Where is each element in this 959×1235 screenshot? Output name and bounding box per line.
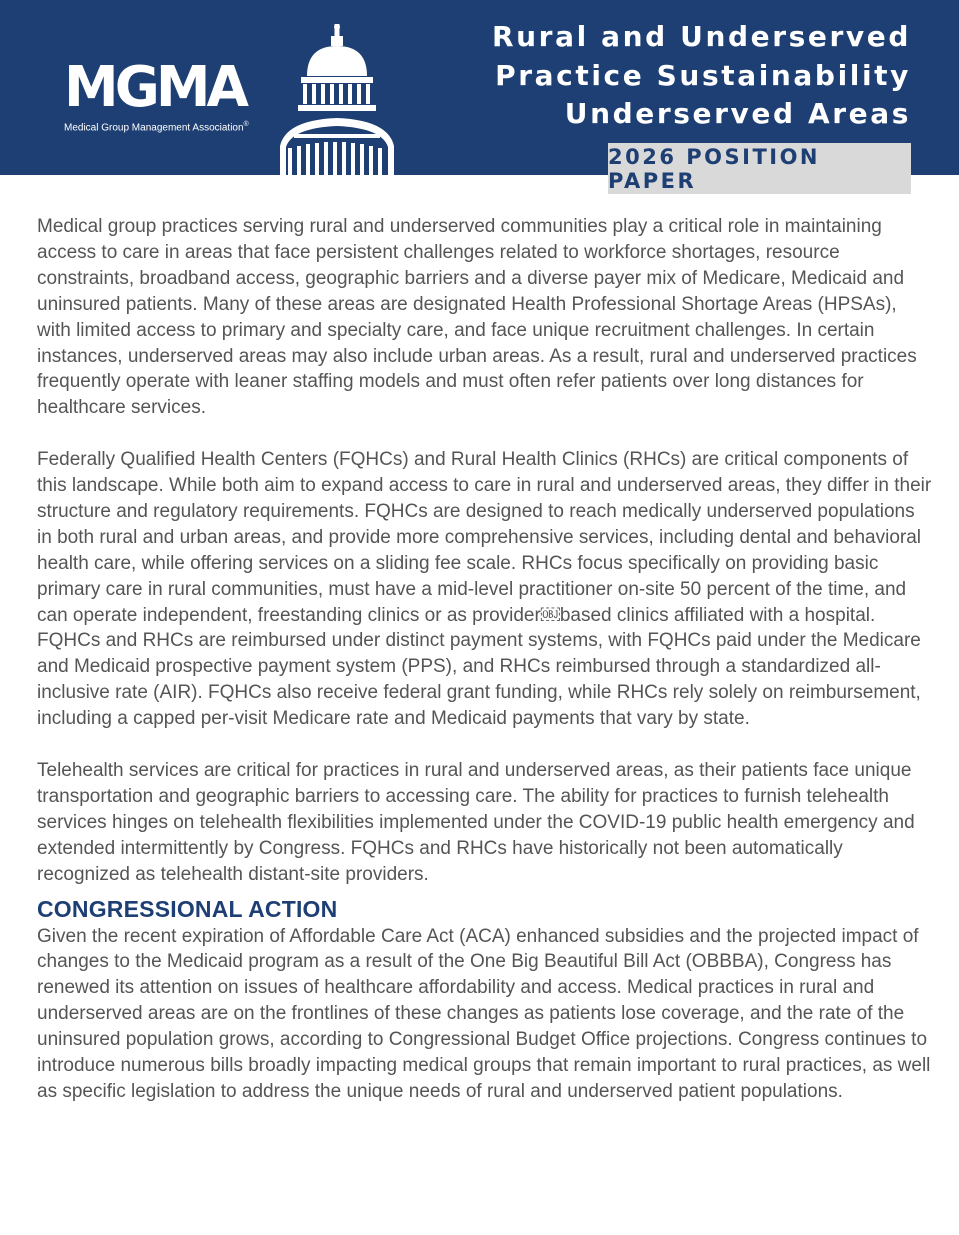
telehealth-paragraph: Telehealth services are critical for practices in rural and underserved areas, as their patients face unique transportation and geographic barriers to accessing care. The ability for practices to furnish telehealth services hinges on telehealth flexibilities implemented under the COVID-19 public health emergency and extended intermittently by Congress. FQHCs and RHCs have historically not been automatically recognized as telehealth distant-site providers. xyxy=(37,760,915,885)
logo-subtitle xyxy=(64,119,249,134)
registered-mark: ® xyxy=(243,121,249,128)
capitol-dome-icon xyxy=(276,24,398,175)
title-line-3: Underserved Areas xyxy=(564,97,911,130)
title-line-2: Practice Sustainability xyxy=(495,58,911,92)
mgma-logo xyxy=(64,55,249,134)
section-heading-congressional-action: CONGRESSIONAL ACTION xyxy=(37,895,338,922)
intro-paragraph: Medical group practices serving rural and underserved communities play a critical role in maintaining access to care in areas that face persistent challenges related to workforce shortages, resource constraints, broadband access, geographic barriers and a diverse payer mix of Medicare, Medicaid and uninsured patients. Many of these areas are designated Health Professional Shortage Areas (HPSAs), with limited access to primary and specialty care, and face unique recruitment challenges. In certain instances, underserved areas may also include urban areas. As a result, rural and underserved practices frequently operate with leaner staffing models and must often refer patients over long distances for healthcare services. xyxy=(37,216,917,419)
position-paper-badge: 2026 POSITION PAPER xyxy=(608,143,911,194)
logo-wordmark: MGMA xyxy=(64,55,246,120)
main-content xyxy=(37,214,932,1105)
title-line-1: Rural and Underserved xyxy=(491,20,911,53)
document-title xyxy=(492,18,911,134)
fqhc-rhc-paragraph: Federally Qualified Health Centers (FQHCs) and Rural Health Clinics (RHCs) are critical components of this landscape. While both aim to expand access to care in rural and underserved areas, they differ in their structure and regulatory requirements. FQHCs are designed to reach medically underserved populations in both rural and urban areas, and provide more comprehensive services, including dental and behavioral health care, while offering services on a sliding fee scale. RHCs focus specifically on providing basic primary care in rural communities, must have a mid-level practitioner on-site 50 percent of the time, and can operate independent, freestanding clinics or as provider￼based clinics affiliated with a hospital. FQHCs and RHCs are reimbursed under distinct payment systems, with FQHCs paid under the Medicare and Medicaid prospective payment system (PPS), and RHCs reimbursed through a standardized all-inclusive rate (AIR). FQHCs also receive federal grant funding, while RHCs rely solely on reimbursement, including a capped per-visit Medicare rate and Medicaid payments that vary by state. xyxy=(37,449,932,730)
logo-subtitle-text: Medical Group Management Association xyxy=(64,122,244,134)
congressional-action-paragraph: Given the recent expiration of Affordable Care Act (ACA) enhanced subsidies and the projected impact of changes to the Medicaid program as a result of the One Big Beautiful Bill Act (OBBBA), Congress has renewed its attention on issues of healthcare affordability and access. Medical practices in rural and underserved areas are on the frontlines of these changes as patients lose coverage, and the rate of the uninsured population grows, according to Congressional Budget Office projections. Congress continues to introduce numerous bills broadly impacting medical groups that remain important to rural practices, as well as specific legislation to address the unique needs of rural and underserved patient populations. xyxy=(37,925,931,1102)
